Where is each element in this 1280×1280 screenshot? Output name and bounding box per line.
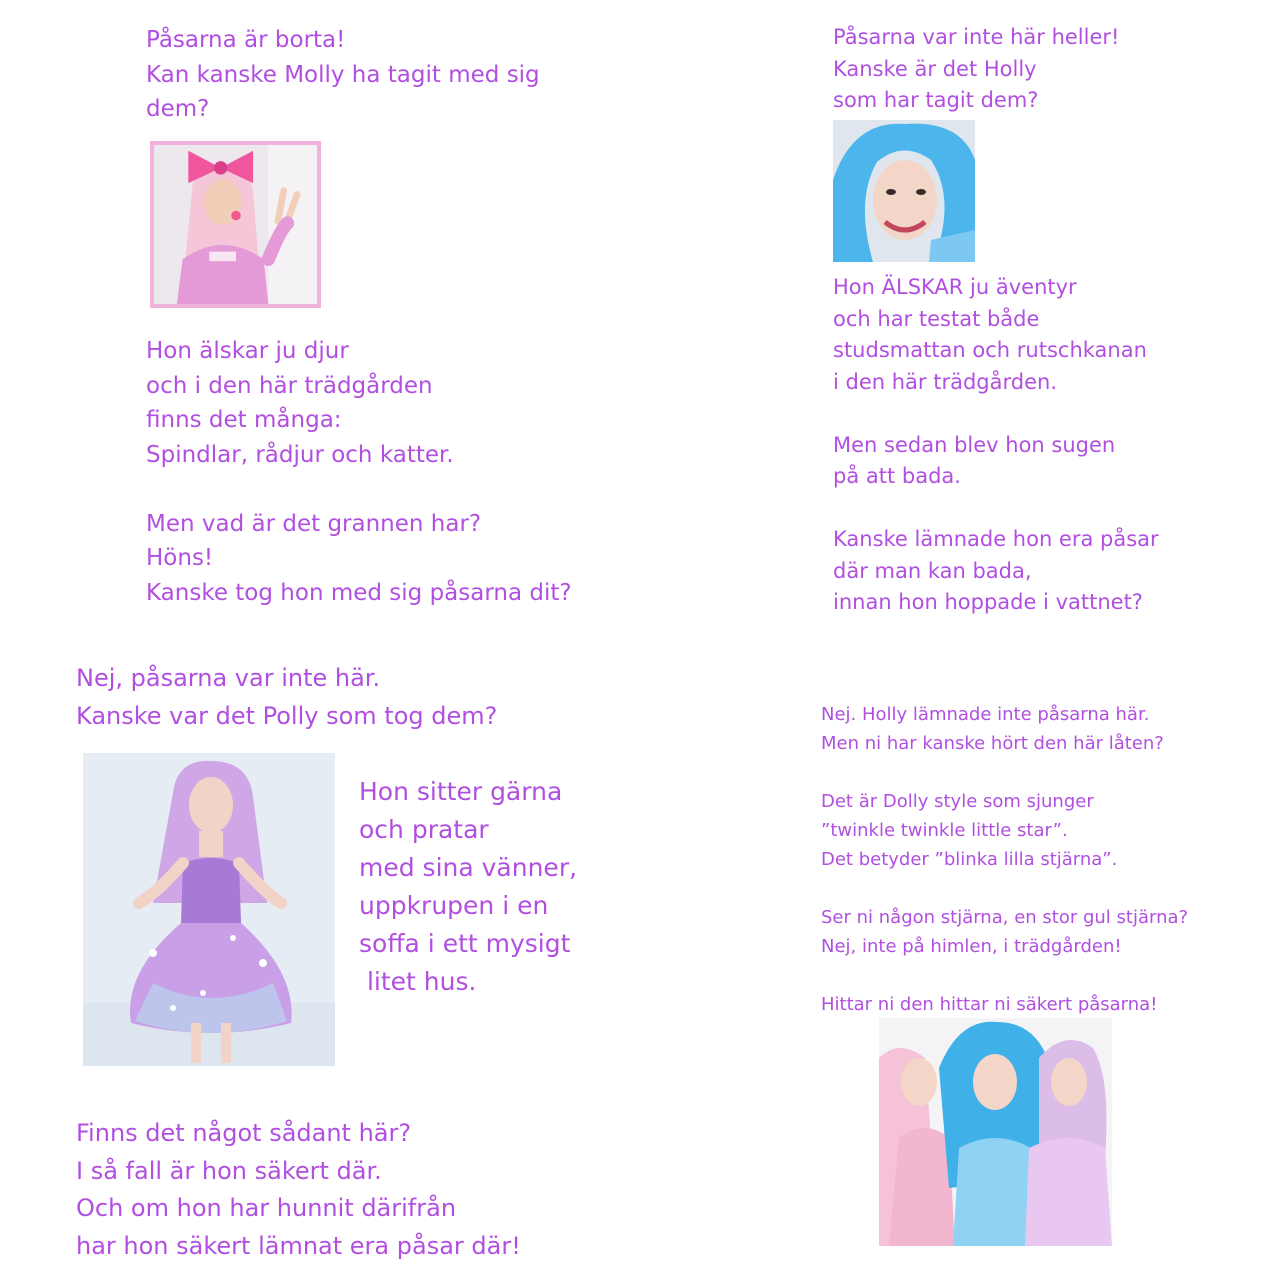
polly-photo: [83, 753, 335, 1066]
molly-intro-text: Påsarna är borta! Kan kanske Molly ha tagit med sig dem?: [146, 27, 540, 122]
dolly-text: Nej. Holly lämnade inte påsarna här. Men ni har kanske hört den här låten? Det är Dolly style som sjunger ”twinkle twinkle little star”. Det betyder ”blinka lilla stjärna”. Ser ni någon stjärna, en stor gul stjärna? Nej, inte på himlen, i trädgården! Hittar ni den hittar ni säkert påsarna!: [821, 704, 1189, 1015]
polly-side-text: Hon sitter gärna och pratar med sina vänner, uppkrupen i en soffa i ett mysigt litet hus.: [359, 777, 578, 996]
molly-body-text: Hon älskar ju djur och i den här trädgården finns det många: Spindlar, rådjur och katter. Men vad är det grannen har? Höns! Kanske tog hon med sig påsarna dit?: [146, 338, 572, 606]
molly-photo: [150, 141, 321, 308]
holly-intro-text: Påsarna var inte här heller! Kanske är det Holly som har tagit dem?: [833, 25, 1120, 112]
polly-outro-text: Finns det något sådant här? I så fall är hon säkert där. Och om hon har hunnit därifrån har hon säkert lämnat era påsar där!: [76, 1119, 521, 1260]
holly-photo: [833, 120, 975, 262]
holly-body-text: Hon ÄLSKAR ju äventyr och har testat både studsmattan och rutschkanan i den här trädgården. Men sedan blev hon sugen på att bada. Kanske lämnade hon era påsar där man kan bada, innan hon hoppade i vattnet?: [833, 275, 1159, 614]
polly-intro-text: Nej, påsarna var inte här. Kanske var det Polly som tog dem?: [76, 664, 498, 730]
group-photo: [879, 1018, 1112, 1246]
